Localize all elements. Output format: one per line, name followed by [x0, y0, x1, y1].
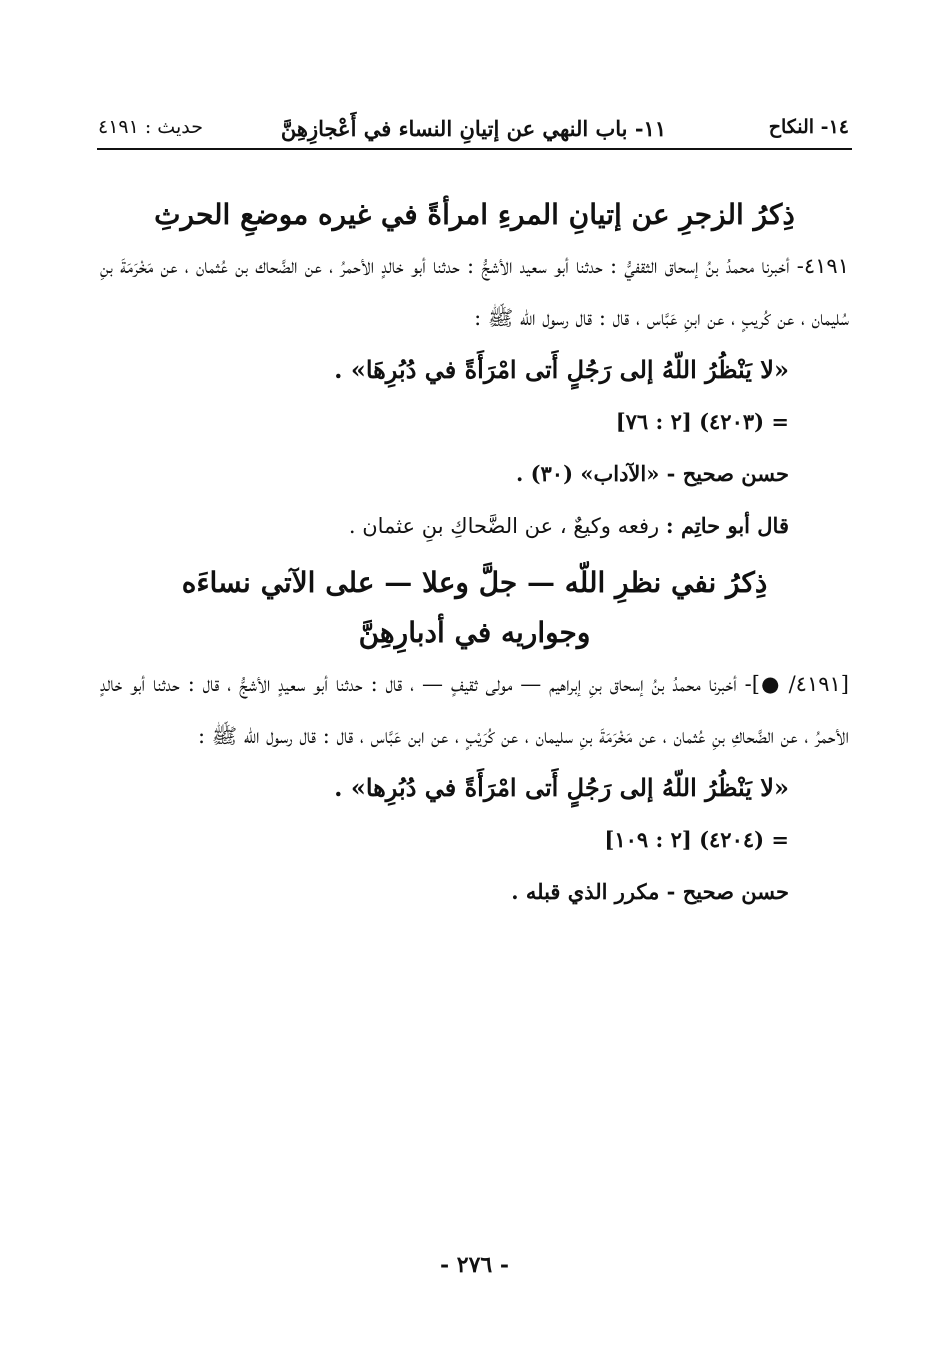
hadith-4191b-text: «لا يَنْظُرُ اللّهُ إلى رَجُلٍ أَتى امْرَأَةً في دُبُرِها» . — [334, 773, 789, 802]
header-chapter: ١٤- النكاح — [768, 116, 849, 138]
header-section-title: ١١- باب النهي عن إتيانِ النساء في أَعْجازِهِنَّ — [280, 116, 667, 141]
note-label: قال أبو حاتِم : — [665, 513, 789, 538]
running-header — [98, 112, 849, 152]
note-text: رفعه وكيعٌ ، عن الضَّحاكِ بنِ عثمان . — [348, 514, 660, 538]
section-heading-2-line-1: ذِكرُ نفي نظرِ اللّه — جلَّ وعلا — على الآتي نساءَه — [181, 566, 768, 599]
hadith-4191-note — [100, 500, 849, 552]
hadith-4191-grade: حسن صحيح - «الآداب» (٣٠) . — [515, 461, 789, 486]
header-divider — [97, 148, 852, 150]
header-hadith-number: حديث : ٤١٩١ — [98, 116, 203, 138]
hadith-4191-chain: ٤١٩١- أخبرنا محمدُ بنُ إسحاق الثقفيُّ : حدثنا أبو سعيد الأشجُّ : حدثنا أبو خالدٍ الأحمرُ ، عن الضَّحاك بن عُثمان ، عن مَخْرَمَةَ بنِ سُليمان ، عن كُريبٍ ، عن ابنِ عَبَّاس ، قال : قال رسول اللّه ﷺ : — [100, 254, 849, 330]
hadith-4191b-grade: حسن صحيح - مكرر الذي قبله . — [511, 879, 789, 904]
hadith-4191b-cross-reference — [100, 814, 849, 866]
main-text — [100, 190, 849, 918]
cross-ref-text-2: = (٤٢٠٤) [٢ : ١٠٩] — [604, 827, 789, 852]
page-number: - ٢٧٦ - — [439, 1252, 510, 1278]
hadith-4191-text: «لا يَنْظُرُ اللّهُ إلى رَجُلٍ أَتى امْرَأَةً في دُبُرِهَا» . — [334, 355, 789, 384]
hadith-4191b-chain: [٤١٩١/ ●]- أخبرنا محمدُ بنُ إسحاق بنِ إبراهيم — مولى ثقيفٍ — ، قال : حدثنا أبو سعيدٍ الأشجُّ ، قال : حدثنا أبو خالدٍ الأحمرُ ، عن الضَّحاكِ بنِ عُثمان ، عن مَخْرَمَةَ بنِ سليمان ، عن كُرَيْبٍ ، عن ابن عَبَّاس ، قال : قال رسول اللّه ﷺ : — [100, 672, 849, 748]
cross-ref-text: = (٤٢٠٣) [٢ : ٧٦] — [615, 409, 789, 434]
hadith-4191-cross-reference — [100, 396, 849, 448]
section-heading-1: ذِكرُ الزجرِ عن إتيانِ المرءِ امرأةً في غيره موضعِ الحرثِ — [154, 198, 795, 231]
section-heading-2-line-2: وجواريه في أدبارِهِنَّ — [358, 616, 591, 649]
